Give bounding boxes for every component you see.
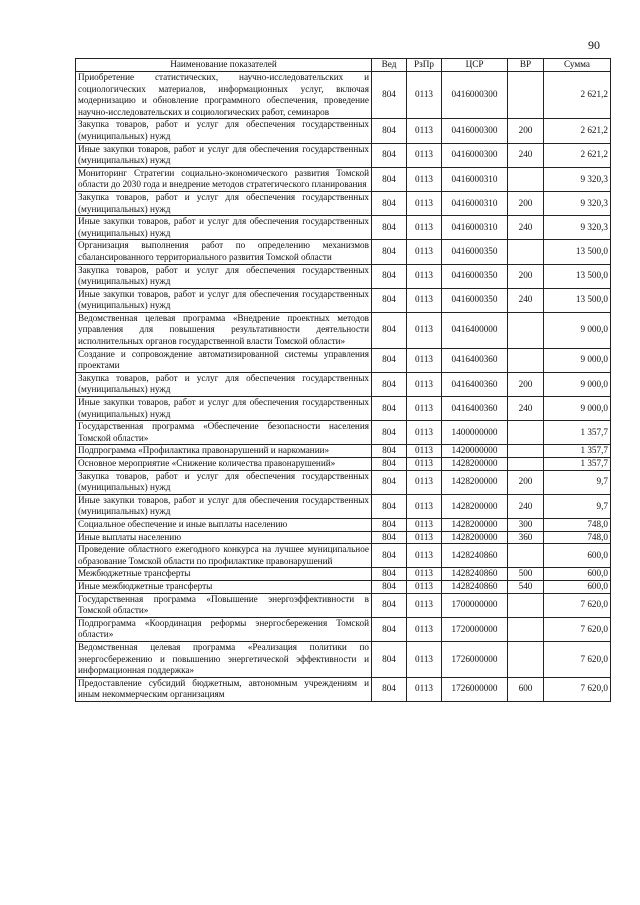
cell-csr: 0416400000 [442,312,508,348]
cell-ved: 804 [372,568,407,581]
cell-vr: 240 [508,288,544,312]
cell-ved: 804 [372,119,407,143]
cell-vr [508,312,544,348]
cell-sum: 748,0 [544,531,611,544]
cell-name: Создание и сопровождение автоматизированной системы управления проектами [76,348,372,372]
cell-ved: 804 [372,143,407,167]
cell-name: Подпрограмма «Координация реформы энергосбережения Томской области» [76,617,372,641]
cell-rzpr: 0113 [407,397,442,421]
cell-sum: 7 620,0 [544,593,611,617]
cell-csr: 0416000350 [442,264,508,288]
cell-ved: 804 [372,580,407,593]
cell-sum: 600,0 [544,580,611,593]
table-row [76,445,611,458]
cell-sum: 1 357,7 [544,458,611,471]
page-number: 90 [588,38,600,52]
cell-csr: 1428240860 [442,568,508,581]
cell-sum: 7 620,0 [544,617,611,641]
table-row [76,312,611,348]
cell-rzpr: 0113 [407,264,442,288]
cell-ved: 804 [372,544,407,568]
cell-csr: 1720000000 [442,617,508,641]
cell-rzpr: 0113 [407,458,442,471]
cell-ved: 804 [372,264,407,288]
table-row [76,568,611,581]
table-row [76,264,611,288]
cell-name: Иные выплаты населению [76,531,372,544]
cell-ved: 804 [372,531,407,544]
cell-vr: 200 [508,470,544,494]
header-ved: Вед [372,59,407,72]
cell-vr [508,348,544,372]
cell-name: Социальное обеспечение и иные выплаты населению [76,518,372,531]
header-name: Наименование показателей [76,59,372,72]
cell-csr: 0416400360 [442,372,508,396]
cell-name: Межбюджетные трансферты [76,568,372,581]
cell-rzpr: 0113 [407,677,442,701]
header-rzpr: РзПр [407,59,442,72]
cell-ved: 804 [372,445,407,458]
cell-ved: 804 [372,518,407,531]
cell-name: Предоставление субсидий бюджетным, автономным учреждениям и иным некоммерческим организациям [76,677,372,701]
cell-ved: 804 [372,216,407,240]
cell-vr: 200 [508,372,544,396]
cell-ved: 804 [372,617,407,641]
cell-rzpr: 0113 [407,494,442,518]
cell-name: Ведомственная целевая программа «Реализация политики по энергосбережению и повышению энергетической эффективности и информационная поддержка» [76,641,372,677]
cell-sum: 9 000,0 [544,372,611,396]
cell-csr: 1400000000 [442,421,508,445]
cell-sum: 7 620,0 [544,641,611,677]
cell-name: Ведомственная целевая программа «Внедрение проектных методов управления для повышения результативности деятельности исполнительных органов государственной власти Томской области» [76,312,372,348]
cell-vr [508,617,544,641]
cell-name: Закупка товаров, работ и услуг для обеспечения государственных (муниципальных) нужд [76,264,372,288]
cell-csr: 0416000300 [442,72,508,119]
cell-csr: 1700000000 [442,593,508,617]
cell-sum: 748,0 [544,518,611,531]
cell-name: Основное мероприятие «Снижение количества правонарушений» [76,458,372,471]
cell-sum: 7 620,0 [544,677,611,701]
table-row [76,216,611,240]
cell-sum: 2 621,2 [544,72,611,119]
cell-name: Иные закупки товаров, работ и услуг для обеспечения государственных (муниципальных) нужд [76,143,372,167]
table-row [76,372,611,396]
cell-vr: 240 [508,143,544,167]
table-row [76,593,611,617]
cell-sum: 1 357,7 [544,421,611,445]
cell-rzpr: 0113 [407,240,442,264]
cell-csr: 1428200000 [442,470,508,494]
cell-sum: 2 621,2 [544,119,611,143]
cell-name: Иные межбюджетные трансферты [76,580,372,593]
cell-ved: 804 [372,494,407,518]
cell-vr: 240 [508,494,544,518]
table-row [76,494,611,518]
cell-vr: 600 [508,677,544,701]
cell-name: Закупка товаров, работ и услуг для обеспечения государственных (муниципальных) нужд [76,372,372,396]
table-row [76,470,611,494]
cell-name: Приобретение статистических, научно-исследовательских и социологических материалов, информационных услуг, включая модернизацию и обновление программного обеспечения, проведение научно-исследовательских и социологических работ, семинаров [76,72,372,119]
cell-name: Иные закупки товаров, работ и услуг для обеспечения государственных (муниципальных) нужд [76,397,372,421]
cell-name: Государственная программа «Обеспечение безопасности населения Томской области» [76,421,372,445]
cell-sum: 600,0 [544,544,611,568]
cell-rzpr: 0113 [407,518,442,531]
cell-vr [508,445,544,458]
cell-ved: 804 [372,348,407,372]
cell-ved: 804 [372,677,407,701]
cell-csr: 1428240860 [442,544,508,568]
cell-csr: 0416000310 [442,191,508,215]
cell-sum: 9 000,0 [544,397,611,421]
table-row [76,518,611,531]
cell-ved: 804 [372,397,407,421]
cell-csr: 0416400360 [442,348,508,372]
cell-rzpr: 0113 [407,531,442,544]
cell-vr [508,421,544,445]
cell-sum: 9 000,0 [544,312,611,348]
cell-csr: 0416000350 [442,288,508,312]
cell-rzpr: 0113 [407,445,442,458]
cell-csr: 1428200000 [442,518,508,531]
cell-ved: 804 [372,421,407,445]
cell-name: Иные закупки товаров, работ и услуг для обеспечения государственных (муниципальных) нужд [76,216,372,240]
cell-ved: 804 [372,372,407,396]
cell-vr [508,641,544,677]
cell-sum: 9 320,3 [544,191,611,215]
table-row [76,677,611,701]
cell-sum: 13 500,0 [544,264,611,288]
cell-rzpr: 0113 [407,143,442,167]
cell-rzpr: 0113 [407,72,442,119]
cell-rzpr: 0113 [407,348,442,372]
cell-vr: 200 [508,119,544,143]
cell-rzpr: 0113 [407,167,442,191]
cell-rzpr: 0113 [407,568,442,581]
cell-sum: 9 320,3 [544,167,611,191]
table-row [76,397,611,421]
cell-csr: 1428200000 [442,531,508,544]
cell-rzpr: 0113 [407,617,442,641]
cell-rzpr: 0113 [407,593,442,617]
cell-ved: 804 [372,191,407,215]
cell-name: Государственная программа «Повышение энергоэффективности в Томской области» [76,593,372,617]
cell-ved: 804 [372,72,407,119]
cell-ved: 804 [372,240,407,264]
cell-csr: 0416400360 [442,397,508,421]
cell-vr [508,458,544,471]
cell-rzpr: 0113 [407,191,442,215]
cell-ved: 804 [372,470,407,494]
cell-name: Иные закупки товаров, работ и услуг для обеспечения государственных (муниципальных) нужд [76,494,372,518]
cell-vr [508,167,544,191]
table-row [76,531,611,544]
cell-sum: 600,0 [544,568,611,581]
cell-sum: 13 500,0 [544,240,611,264]
cell-name: Закупка товаров, работ и услуг для обеспечения государственных (муниципальных) нужд [76,470,372,494]
cell-sum: 9,7 [544,470,611,494]
cell-name: Иные закупки товаров, работ и услуг для обеспечения государственных (муниципальных) нужд [76,288,372,312]
cell-ved: 804 [372,641,407,677]
cell-sum: 9 320,3 [544,216,611,240]
cell-ved: 804 [372,458,407,471]
table-row [76,544,611,568]
cell-vr [508,240,544,264]
cell-csr: 0416000300 [442,119,508,143]
cell-vr: 500 [508,568,544,581]
cell-rzpr: 0113 [407,288,442,312]
cell-name: Мониторинг Стратегии социально-экономического развития Томской области до 2030 года и внедрение методов стратегического планирования [76,167,372,191]
cell-sum: 9 000,0 [544,348,611,372]
cell-ved: 804 [372,288,407,312]
table-row [76,348,611,372]
cell-ved: 804 [372,167,407,191]
cell-rzpr: 0113 [407,580,442,593]
cell-vr [508,593,544,617]
cell-rzpr: 0113 [407,544,442,568]
table-row [76,288,611,312]
table-row [76,72,611,119]
cell-vr: 200 [508,191,544,215]
cell-ved: 804 [372,312,407,348]
cell-vr: 360 [508,531,544,544]
budget-table [75,58,611,702]
cell-name: Проведение областного ежегодного конкурса на лучшее муниципальное образование Томской области по профилактике правонарушений [76,544,372,568]
cell-csr: 1428200000 [442,458,508,471]
header-sum: Сумма [544,59,611,72]
cell-vr: 200 [508,264,544,288]
cell-csr: 1726000000 [442,677,508,701]
cell-rzpr: 0113 [407,372,442,396]
cell-vr: 540 [508,580,544,593]
cell-vr [508,544,544,568]
cell-csr: 0416000350 [442,240,508,264]
cell-csr: 1420000000 [442,445,508,458]
table-row [76,421,611,445]
cell-vr [508,72,544,119]
cell-rzpr: 0113 [407,470,442,494]
cell-csr: 0416000300 [442,143,508,167]
cell-csr: 0416000310 [442,216,508,240]
cell-vr: 300 [508,518,544,531]
cell-rzpr: 0113 [407,312,442,348]
cell-rzpr: 0113 [407,216,442,240]
cell-csr: 1726000000 [442,641,508,677]
table-row [76,143,611,167]
cell-vr: 240 [508,216,544,240]
table-row [76,580,611,593]
table-row [76,617,611,641]
cell-vr: 240 [508,397,544,421]
cell-csr: 1428240860 [442,580,508,593]
cell-name: Закупка товаров, работ и услуг для обеспечения государственных (муниципальных) нужд [76,119,372,143]
header-csr: ЦСР [442,59,508,72]
cell-sum: 9,7 [544,494,611,518]
table-row [76,458,611,471]
cell-name: Закупка товаров, работ и услуг для обеспечения государственных (муниципальных) нужд [76,191,372,215]
cell-name: Организация выполнения работ по определению механизмов сбалансированного территориального развития Томской области [76,240,372,264]
cell-ved: 804 [372,593,407,617]
cell-rzpr: 0113 [407,119,442,143]
cell-sum: 2 621,2 [544,143,611,167]
header-vr: ВР [508,59,544,72]
table-row [76,191,611,215]
cell-sum: 1 357,7 [544,445,611,458]
table-row [76,119,611,143]
table-header-row [76,59,611,72]
cell-csr: 0416000310 [442,167,508,191]
table-row [76,240,611,264]
table-body [76,72,611,702]
cell-csr: 1428200000 [442,494,508,518]
cell-sum: 13 500,0 [544,288,611,312]
table-row [76,641,611,677]
cell-name: Подпрограмма «Профилактика правонарушений и наркомании» [76,445,372,458]
cell-rzpr: 0113 [407,641,442,677]
table-row [76,167,611,191]
cell-rzpr: 0113 [407,421,442,445]
